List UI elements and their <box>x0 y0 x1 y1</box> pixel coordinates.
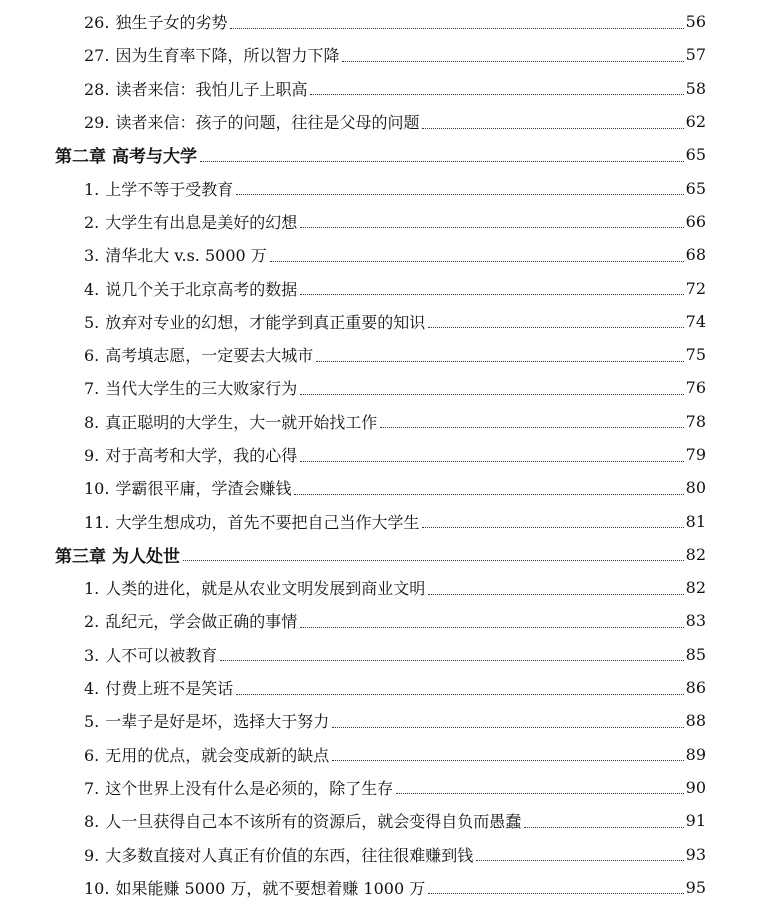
toc-title-text: 真正聪明的大学生，大一就开始找工作 <box>105 412 378 432</box>
toc-number: 9. <box>84 446 100 465</box>
toc-number: 6. <box>84 346 100 366</box>
toc-title <box>84 77 307 100</box>
toc-title-text: 因为生育率下降，所以智力下降 <box>115 46 340 66</box>
toc-title <box>84 110 419 133</box>
toc-page-number: 62 <box>685 112 706 132</box>
toc-page-number: 76 <box>685 378 706 398</box>
toc-number: 11. <box>84 512 110 532</box>
toc-number: 第三章 <box>55 546 106 567</box>
dot-leader <box>294 493 683 495</box>
toc-title <box>84 277 297 300</box>
toc-title <box>84 643 217 666</box>
toc-entry[interactable] <box>0 671 763 704</box>
toc-title-text: 人类的进化，就是从农业文明发展到商业文明 <box>105 579 426 599</box>
toc-entry[interactable] <box>0 38 763 71</box>
toc-page-number: 72 <box>685 278 706 298</box>
toc-entry[interactable] <box>0 271 763 304</box>
toc-title <box>84 609 297 632</box>
toc-number: 7. <box>84 778 100 798</box>
toc-title-text: 这个世界上没有什么是必须的，除了生存 <box>105 778 394 798</box>
toc-page-number: 86 <box>685 678 706 698</box>
toc-page-number: 56 <box>685 12 706 32</box>
dot-leader <box>422 127 683 129</box>
toc-entry[interactable] <box>0 471 763 504</box>
toc-title-text: 如果能赚 5000 万，就不要想着赚 1000 万 <box>115 878 426 898</box>
toc-title-text: 说几个关于北京高考的数据 <box>105 279 298 299</box>
toc-number: 3. <box>84 645 100 665</box>
toc-page-number: 68 <box>685 245 706 265</box>
toc-entry[interactable] <box>0 105 763 138</box>
dot-leader <box>200 160 684 162</box>
toc-title <box>84 743 329 766</box>
toc-number: 1. <box>84 579 100 599</box>
toc-number: 3. <box>84 246 100 266</box>
dot-leader <box>524 826 683 828</box>
toc-number: 5. <box>84 712 100 732</box>
toc-title <box>84 876 425 899</box>
toc-entry[interactable] <box>0 871 763 904</box>
dot-leader <box>476 859 683 861</box>
toc-title <box>84 776 393 799</box>
toc-title <box>84 843 473 866</box>
dot-leader <box>236 193 683 195</box>
table-of-contents <box>0 5 763 904</box>
dot-leader <box>300 293 683 295</box>
toc-title <box>84 243 267 266</box>
toc-number: 10. <box>84 878 110 898</box>
toc-title-text: 读者来信：孩子的问题，往往是父母的问题 <box>115 113 420 133</box>
toc-title <box>84 676 233 699</box>
toc-title-text: 人一旦获得自己本不该所有的资源后，就会变得自负而愚蠢 <box>105 812 522 832</box>
toc-page-number: 78 <box>685 411 706 431</box>
toc-entry[interactable] <box>0 338 763 371</box>
toc-entry[interactable] <box>0 504 763 537</box>
toc-page-number: 79 <box>685 445 706 464</box>
toc-title <box>84 10 227 33</box>
toc-number: 1. <box>84 179 100 199</box>
toc-page-number: 95 <box>685 877 706 897</box>
toc-number: 5. <box>84 312 100 332</box>
dot-leader <box>183 559 684 561</box>
toc-entry[interactable] <box>0 171 763 204</box>
dot-leader <box>300 460 683 462</box>
dot-leader <box>422 526 683 528</box>
toc-number: 8. <box>84 412 100 432</box>
toc-entry[interactable] <box>0 5 763 38</box>
toc-page-number: 57 <box>685 45 706 65</box>
dot-leader <box>300 226 683 228</box>
dot-leader <box>428 892 683 894</box>
toc-title-text: 无用的优点，就会变成新的缺点 <box>105 745 330 765</box>
toc-title-text: 读者来信：我怕儿子上职高 <box>115 79 308 99</box>
toc-title <box>84 43 339 66</box>
toc-title-text: 高考与大学 <box>112 147 197 168</box>
toc-number: 4. <box>84 279 100 299</box>
toc-page-number: 88 <box>685 711 706 731</box>
toc-title-text: 上学不等于受教育 <box>105 179 234 199</box>
toc-entry[interactable] <box>0 638 763 671</box>
toc-page-number: 66 <box>685 211 706 231</box>
toc-title-text: 人不可以被教育 <box>105 645 218 665</box>
toc-title <box>84 310 425 333</box>
toc-title <box>84 709 329 732</box>
dot-leader <box>300 626 683 628</box>
toc-title <box>84 343 313 366</box>
dot-leader <box>342 60 683 62</box>
toc-title <box>84 443 297 466</box>
toc-entry[interactable] <box>0 438 763 471</box>
toc-title <box>84 210 297 233</box>
toc-entry[interactable] <box>0 738 763 771</box>
toc-title-text: 学霸很平庸，学渣会赚钱 <box>115 479 292 499</box>
dot-leader <box>316 360 683 362</box>
toc-page-number: 65 <box>685 178 706 198</box>
toc-page-number: 58 <box>685 78 706 98</box>
toc-page-number: 75 <box>685 345 706 365</box>
dot-leader <box>396 792 683 794</box>
toc-page-number: 65 <box>685 145 706 165</box>
toc-title <box>55 142 197 167</box>
toc-number: 2. <box>84 212 100 232</box>
dot-leader <box>270 260 684 262</box>
toc-title <box>84 476 291 499</box>
dot-leader <box>428 593 683 595</box>
toc-number: 8. <box>84 812 100 832</box>
toc-number: 6. <box>84 745 100 765</box>
toc-number: 26. <box>84 13 110 33</box>
toc-page-number: 90 <box>685 777 706 797</box>
toc-page-number: 83 <box>685 611 706 631</box>
toc-title-text: 放弃对专业的幻想，才能学到真正重要的知识 <box>105 312 426 332</box>
toc-title-text: 清华北大 v.s. 5000 万 <box>105 246 267 266</box>
toc-title-text: 大学生有出息是美好的幻想 <box>105 212 298 232</box>
toc-title-text: 当代大学生的三大败家行为 <box>105 379 298 399</box>
toc-entry[interactable] <box>0 405 763 438</box>
toc-title <box>84 809 521 832</box>
toc-number: 29. <box>84 113 110 133</box>
toc-number: 27. <box>84 46 110 66</box>
toc-title <box>84 410 377 433</box>
toc-number: 28. <box>84 79 110 99</box>
dot-leader <box>220 659 683 661</box>
toc-entry[interactable] <box>0 837 763 870</box>
toc-title-text: 为人处世 <box>112 546 180 567</box>
dot-leader <box>380 426 683 428</box>
toc-title-text: 高考填志愿，一定要去大城市 <box>105 346 314 366</box>
toc-entry[interactable] <box>0 571 763 604</box>
toc-entry[interactable] <box>0 604 763 637</box>
dot-leader <box>236 693 683 695</box>
toc-title <box>84 376 297 399</box>
toc-page-number: 82 <box>685 544 706 564</box>
dot-leader <box>332 759 683 761</box>
toc-page-number: 89 <box>685 744 706 764</box>
toc-entry[interactable] <box>0 305 763 338</box>
toc-title-text: 独生子女的劣势 <box>115 13 228 33</box>
dot-leader <box>300 393 683 395</box>
toc-page-number: 93 <box>685 844 706 864</box>
toc-chapter-heading[interactable] <box>0 538 763 571</box>
toc-page-number: 80 <box>685 478 706 498</box>
toc-entry[interactable] <box>0 804 763 837</box>
toc-entry[interactable] <box>0 238 763 271</box>
dot-leader <box>332 726 683 728</box>
toc-page-number: 85 <box>685 644 706 664</box>
toc-entry[interactable] <box>0 371 763 404</box>
toc-number: 4. <box>84 679 100 699</box>
toc-title-text: 对于高考和大学，我的心得 <box>105 446 298 465</box>
toc-page-number: 74 <box>685 311 706 331</box>
toc-number: 7. <box>84 379 100 399</box>
toc-title <box>84 177 233 200</box>
toc-number: 第二章 <box>55 147 106 168</box>
toc-entry[interactable] <box>0 205 763 238</box>
toc-title <box>55 542 180 567</box>
toc-title-text: 大学生想成功，首先不要把自己当作大学生 <box>115 512 420 532</box>
toc-title <box>84 510 419 533</box>
toc-number: 10. <box>84 479 110 499</box>
toc-entry[interactable] <box>0 771 763 804</box>
dot-leader <box>428 326 683 328</box>
toc-title-text: 付费上班不是笑话 <box>105 679 234 699</box>
toc-number: 2. <box>84 612 100 632</box>
toc-page-number: 81 <box>685 511 706 531</box>
dot-leader <box>310 93 683 95</box>
toc-title <box>84 576 425 599</box>
toc-title-text: 一辈子是好是坏，选择大于努力 <box>105 712 330 732</box>
toc-number: 9. <box>84 845 100 865</box>
dot-leader <box>230 27 683 29</box>
toc-title-text: 乱纪元，学会做正确的事情 <box>105 612 298 632</box>
toc-title-text: 大多数直接对人真正有价值的东西，往往很难赚到钱 <box>105 845 474 865</box>
toc-chapter-heading[interactable] <box>0 138 763 171</box>
toc-entry[interactable] <box>0 72 763 105</box>
toc-entry[interactable] <box>0 704 763 737</box>
toc-page-number: 91 <box>685 811 706 831</box>
toc-page-number: 82 <box>685 578 706 598</box>
